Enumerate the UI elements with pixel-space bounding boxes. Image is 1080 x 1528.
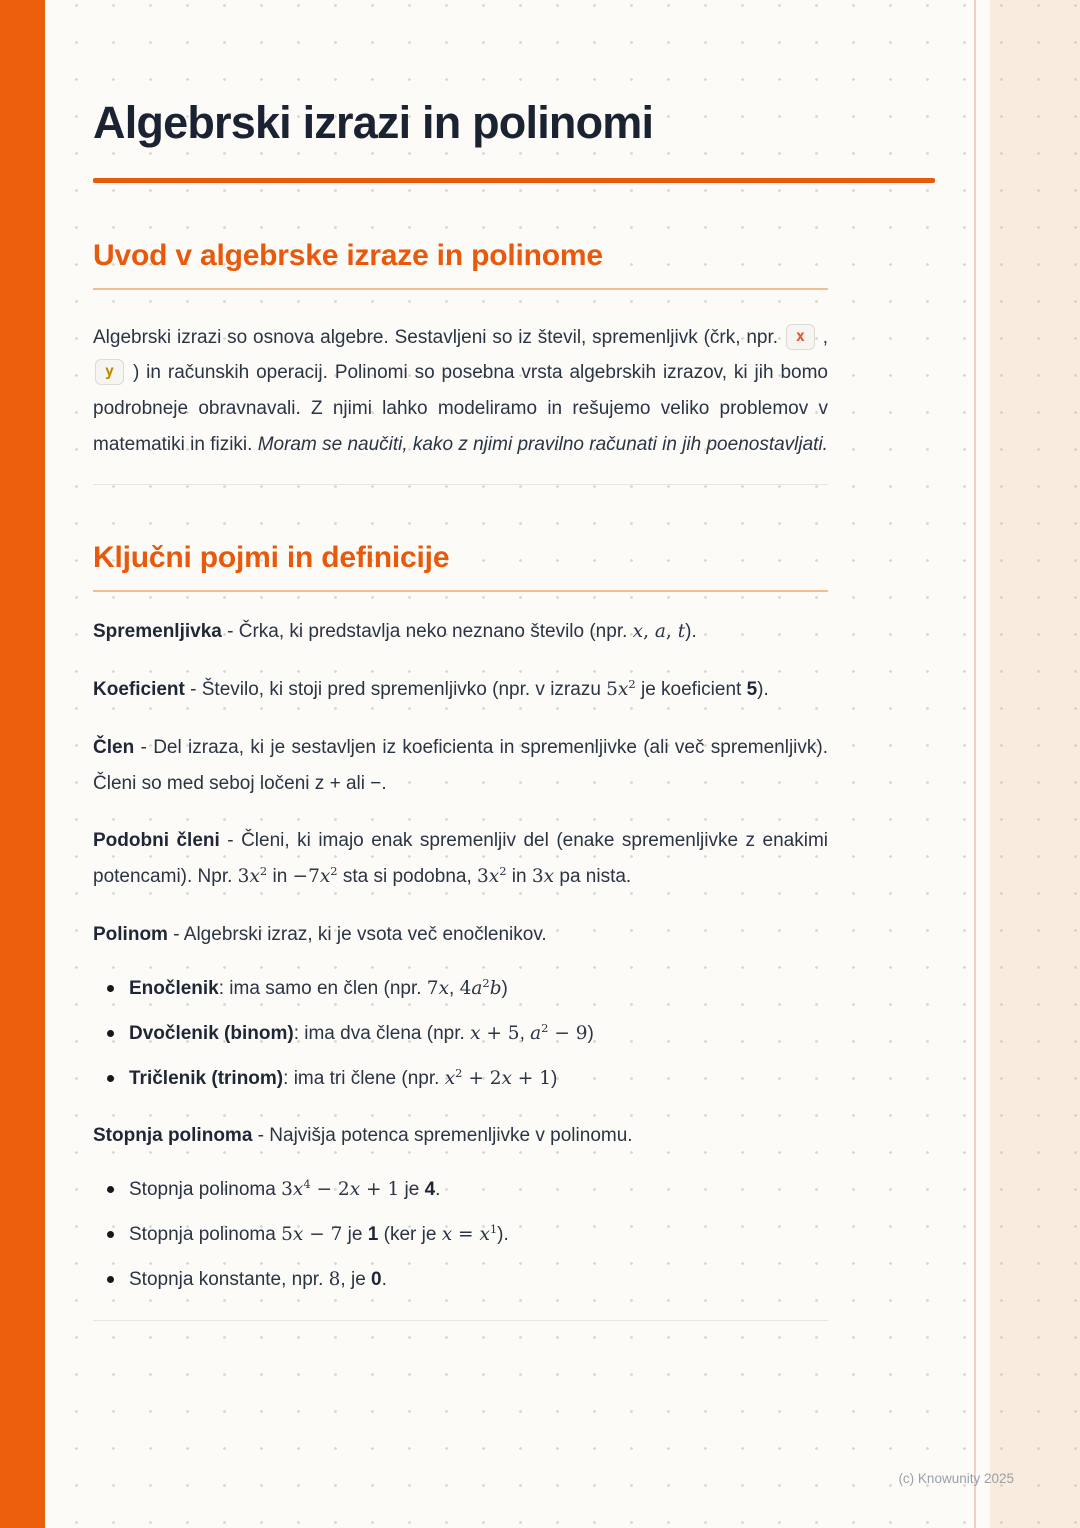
degree-examples-list <box>93 1172 828 1298</box>
bold-term: 4 <box>424 1178 436 1200</box>
section-heading-kljucni-pojmi: Ključni pojmi in definicije <box>93 541 828 592</box>
footer-copyright: (c) Knowunity 2025 <box>898 1471 1014 1486</box>
margin-line <box>974 0 976 1528</box>
intro-paragraph <box>93 320 828 463</box>
text-run: Algebrski izrazi so osnova algebre. Sestavljeni so iz števil, spremenljivk (črk, npr. <box>93 326 784 348</box>
text-run: in <box>267 866 293 888</box>
math-expression: $-7x^2$ <box>292 863 338 888</box>
divider-bottom <box>93 1320 828 1321</box>
text-run: ) <box>501 977 508 999</box>
bold-term: Člen <box>93 736 135 758</box>
bold-term: Dvočlenik (binom) <box>129 1022 294 1044</box>
list-item-triclenik <box>107 1061 828 1096</box>
binding-stripe <box>0 0 45 1528</box>
math-expression: x + 5 <box>470 1022 520 1044</box>
italic-note: Moram se naučiti, kako z njimi pravilno računati in jih poenostavljati. <box>257 433 828 455</box>
definition-koeficient <box>93 672 828 708</box>
text-run: je koeficient <box>635 679 747 701</box>
text-run: sta si podobna, <box>337 866 478 888</box>
math-expression: $a^2 - 9$ <box>530 1020 588 1044</box>
text-run: Stopnja polinoma <box>129 1178 282 1200</box>
definition-stopnja-polinoma <box>93 1118 828 1154</box>
text-run: - Najvišja potenca spremenljivke v polinomu. <box>252 1125 633 1147</box>
math-expression: $x^2 + 2x + 1$ <box>444 1065 552 1089</box>
math-expression: $5x^2$ <box>606 676 636 701</box>
list-item-enoclenik <box>107 971 828 1006</box>
text-run: je <box>342 1224 368 1246</box>
title-rule <box>93 178 935 183</box>
document-content <box>93 98 828 1321</box>
text-run: . <box>381 1269 387 1291</box>
bold-term: Stopnja polinoma <box>93 1125 253 1147</box>
text-run: Stopnja konstante, npr. <box>129 1269 329 1291</box>
definition-spremenljivka <box>93 614 828 650</box>
math-expression: 5x − 7 <box>281 1224 343 1246</box>
inline-code-chip: x <box>786 324 815 350</box>
math-expression: 8 <box>328 1269 341 1291</box>
definition-polinom <box>93 917 828 953</box>
math-expression: $3x^2$ <box>237 863 268 888</box>
bold-term: Koeficient <box>93 679 185 701</box>
math-expression: $4a^2b$ <box>459 975 502 999</box>
bold-term: 5 <box>746 679 758 701</box>
bold-term: Polinom <box>93 923 168 945</box>
text-run: in <box>506 866 532 888</box>
page-title: Algebrski izrazi in polinomi <box>93 97 654 148</box>
list-item-stopnja-0 <box>107 1262 828 1297</box>
math-expression: $3x^4 - 2x + 1$ <box>281 1176 400 1200</box>
text-run: je <box>399 1178 425 1200</box>
math-expression: x, a, t <box>632 621 686 643</box>
text-run: - Število, ki stoji pred spremenljivko (npr. v izrazu <box>184 679 607 701</box>
text-run: - Algebrski izraz, ki je vsota več enočlenikov. <box>167 923 547 945</box>
text-run: : ima samo en člen (npr. <box>218 977 427 999</box>
bold-term: Spremenljivka <box>93 621 222 643</box>
text-run: ). <box>757 679 769 701</box>
text-run: : ima dva člena (npr. <box>293 1022 471 1044</box>
section-heading-uvod: Uvod v algebrske izraze in polinome <box>93 239 828 290</box>
text-run: pa nista. <box>554 866 632 888</box>
text-run: ). <box>685 621 697 643</box>
list-item-stopnja-4 <box>107 1172 828 1207</box>
bold-term: 0 <box>371 1269 382 1291</box>
text-run: ) in računskih operacij. Polinomi so posebna vrsta algebrskih izrazov, ki jih bomo podrobneje obravnavali. Z njimi lahko modeliramo in rešujemo veliko problemov v matematiki in fiziki. <box>93 362 828 455</box>
divider-top <box>93 484 828 485</box>
section-kljucni-pojmi <box>93 541 828 1297</box>
bold-term: Podobni členi <box>93 830 220 852</box>
text-run: ) <box>551 1067 558 1089</box>
section-uvod <box>93 239 828 463</box>
text-run: , <box>449 977 460 999</box>
text-run: , <box>816 326 828 348</box>
math-expression: 7x <box>426 977 450 999</box>
definition-podobni-cleni <box>93 823 828 894</box>
math-expression: 3x <box>531 866 555 888</box>
text-run: ) <box>587 1022 594 1044</box>
inline-code-chip: y <box>95 359 124 385</box>
text-run: ). <box>497 1224 509 1246</box>
text-run: - Del izraza, ki je sestavljen iz koeficienta in spremenljivke (ali več spremenljivk). Členi so med seboj ločeni z + ali −. <box>93 736 828 794</box>
text-run: Stopnja polinoma <box>129 1224 282 1246</box>
list-item-stopnja-1 <box>107 1217 828 1252</box>
right-margin-strip <box>990 0 1080 1528</box>
list-item-dvoclenik <box>107 1016 828 1051</box>
text-run: , <box>519 1022 531 1044</box>
polynomial-types-list <box>93 971 828 1097</box>
text-run: - Členi, ki imajo enak spremenljiv del (enake spremenljivke z enakimi potencami). Npr. <box>93 830 828 888</box>
bold-term: Tričlenik (trinom) <box>129 1067 284 1089</box>
math-expression: $3x^2$ <box>477 863 507 888</box>
text-run: , je <box>340 1269 372 1291</box>
text-run: : ima tri člene (npr. <box>283 1067 445 1089</box>
text-run: (ker je <box>378 1224 442 1246</box>
text-run: . <box>435 1178 441 1200</box>
definition-clen <box>93 730 828 801</box>
math-expression: $x = x^1$ <box>441 1221 498 1246</box>
bold-term: 1 <box>367 1224 379 1246</box>
text-run: - Črka, ki predstavlja neko neznano število (npr. <box>221 621 633 643</box>
bold-term: Enočlenik <box>129 977 219 999</box>
